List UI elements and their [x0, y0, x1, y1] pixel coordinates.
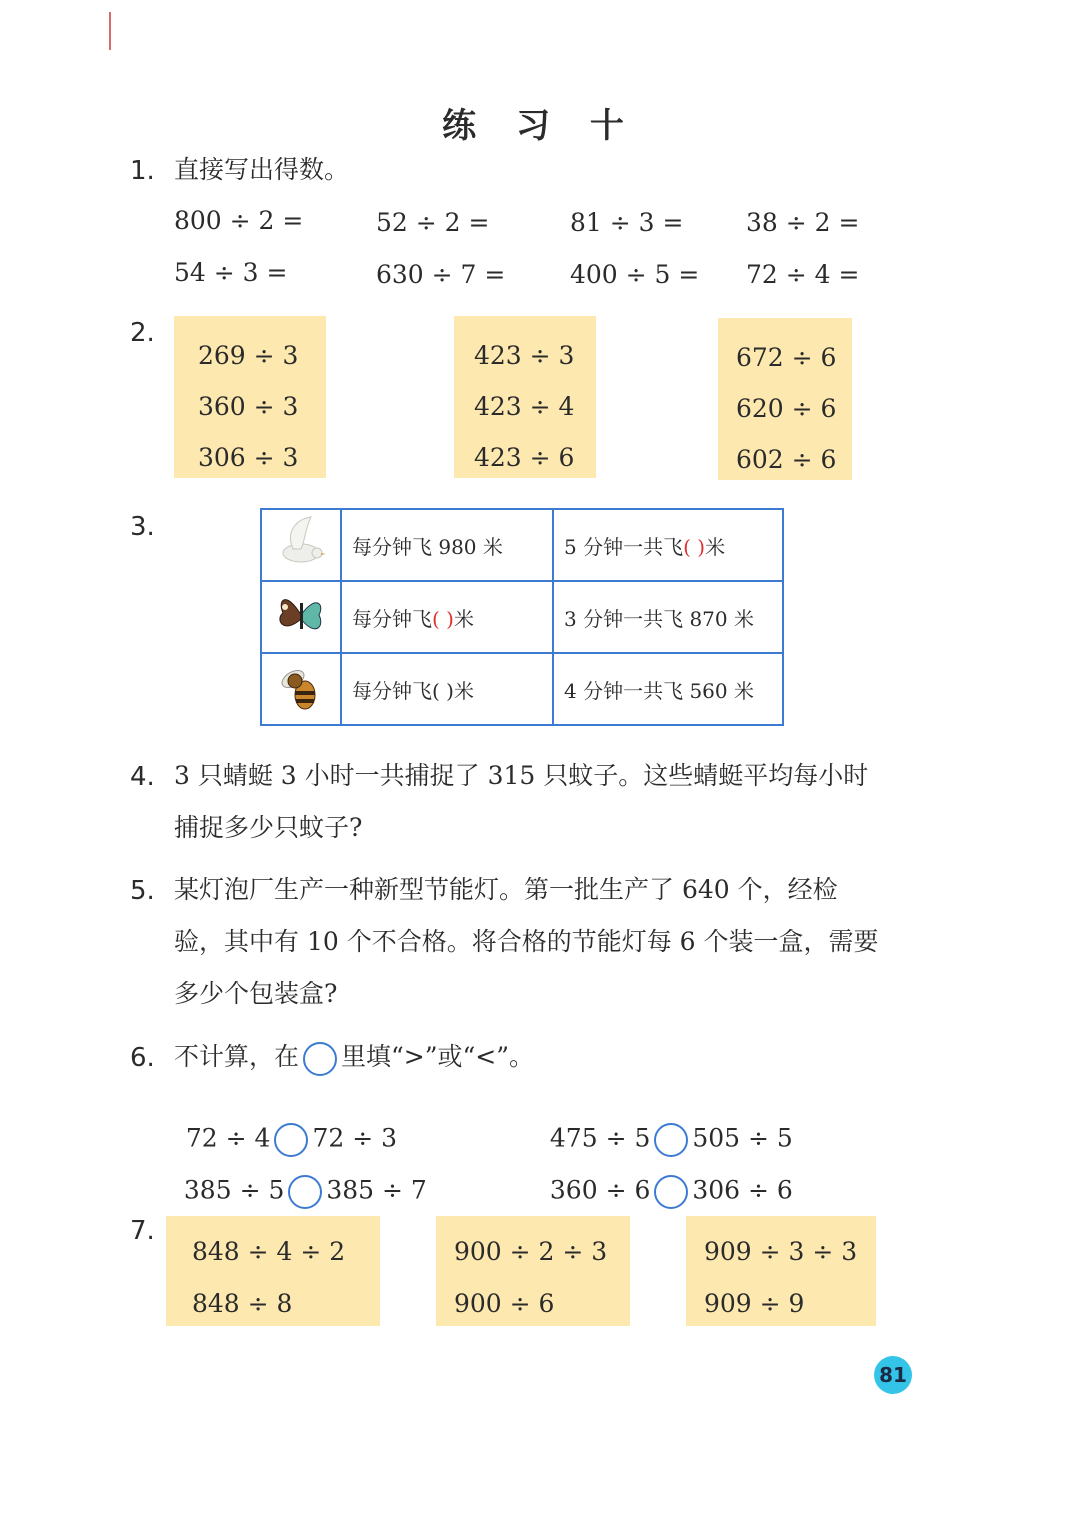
q1-expr: 630 ÷ 7 = — [376, 260, 506, 289]
compare-circle[interactable] — [654, 1175, 688, 1209]
q4-number: 4. — [130, 762, 155, 792]
page-title: 练 习 十 — [442, 106, 638, 146]
table-row — [261, 509, 783, 581]
bee-icon — [261, 653, 341, 725]
table-row — [261, 653, 783, 725]
q7-expr: 909 ÷ 3 ÷ 3 — [704, 1237, 858, 1266]
q2-box — [718, 318, 852, 480]
answer-blank[interactable]: ( ) — [432, 678, 454, 703]
left-expr: 360 ÷ 6 — [549, 1175, 651, 1205]
q2-expr: 672 ÷ 6 — [736, 343, 837, 372]
speed-text: 每分钟飞 — [352, 678, 432, 703]
compare-circle[interactable] — [288, 1175, 322, 1209]
q7-expr: 848 ÷ 8 — [192, 1289, 293, 1318]
q1-expr: 72 ÷ 4 = — [746, 260, 860, 289]
dove-icon — [261, 509, 341, 581]
q2-expr: 602 ÷ 6 — [736, 445, 837, 474]
q7-number: 7. — [130, 1216, 155, 1246]
total-unit: 米 — [705, 534, 726, 559]
q7-expr: 848 ÷ 4 ÷ 2 — [192, 1237, 346, 1266]
page-number: 81 — [874, 1356, 912, 1394]
q1-number: 1. — [130, 156, 155, 186]
total-text: 4 分钟一共飞 560 米 — [564, 678, 754, 703]
speed-cell — [341, 581, 553, 653]
margin-line — [109, 12, 111, 50]
total-cell — [553, 653, 783, 725]
q2-expr: 306 ÷ 3 — [198, 443, 299, 472]
q2-expr: 423 ÷ 4 — [474, 392, 575, 421]
q2-expr: 269 ÷ 3 — [198, 341, 299, 370]
q7-expr: 900 ÷ 6 — [454, 1289, 555, 1318]
butterfly-icon — [261, 581, 341, 653]
q1-expr: 38 ÷ 2 = — [746, 208, 860, 237]
q5-number: 5. — [130, 876, 155, 906]
left-expr: 475 ÷ 5 — [549, 1123, 651, 1153]
q1-expr: 81 ÷ 3 = — [570, 208, 684, 237]
q2-box — [454, 316, 596, 478]
total-cell — [553, 581, 783, 653]
q7-expr: 900 ÷ 2 ÷ 3 — [454, 1237, 608, 1266]
total-text: 3 分钟一共飞 870 米 — [564, 606, 754, 631]
left-expr: 385 ÷ 5 — [183, 1175, 285, 1205]
q6-compare — [168, 1146, 427, 1209]
q2-box — [174, 316, 326, 478]
speed-unit: 米 — [453, 606, 474, 631]
q1-text: 直接写出得数。 — [174, 155, 350, 184]
q7-box — [436, 1216, 630, 1326]
q6-text-pre: 不计算，在 — [174, 1042, 300, 1071]
speed-text: 每分钟飞 — [352, 606, 432, 631]
q7-box — [686, 1216, 876, 1326]
speed-cell — [341, 509, 553, 581]
left-expr: 72 ÷ 4 — [185, 1123, 271, 1153]
q2-expr: 360 ÷ 3 — [198, 392, 299, 421]
speed-cell — [341, 653, 553, 725]
q2-expr: 620 ÷ 6 — [736, 394, 837, 423]
q5-text: 某灯泡厂生产一种新型节能灯。第一批生产了 640 个，经检验，其中有 10 个不合格。将合格的节能灯每 6 个装一盒，需要多少个包装盒? — [174, 875, 879, 1008]
q1-expr: 52 ÷ 2 = — [376, 208, 490, 237]
circle-icon — [303, 1042, 337, 1076]
q2-expr: 423 ÷ 6 — [474, 443, 575, 472]
flight-table — [260, 508, 784, 726]
total-cell — [553, 509, 783, 581]
table-row — [261, 581, 783, 653]
right-expr: 385 ÷ 7 — [326, 1175, 427, 1205]
q6-instruction — [174, 1031, 894, 1083]
q6-text-post: 里填“>”或“<”。 — [341, 1042, 535, 1071]
q2-number: 2. — [130, 318, 155, 348]
answer-blank[interactable]: ( ) — [432, 606, 454, 631]
q6-number: 6. — [130, 1043, 155, 1073]
right-expr: 505 ÷ 5 — [692, 1123, 793, 1153]
speed-unit: 米 — [453, 678, 474, 703]
q1-expr: 800 ÷ 2 = — [174, 206, 304, 235]
right-expr: 306 ÷ 6 — [692, 1175, 793, 1205]
q3-number: 3. — [130, 512, 155, 542]
speed-text: 每分钟飞 980 米 — [352, 534, 503, 559]
q4-text: 3 只蜻蜓 3 小时一共捕捉了 315 只蚊子。这些蜻蜓平均每小时捕捉多少只蚊子? — [174, 761, 869, 842]
q7-expr: 909 ÷ 9 — [704, 1289, 805, 1318]
answer-blank[interactable]: ( ) — [683, 534, 706, 559]
q2-expr: 423 ÷ 3 — [474, 341, 575, 370]
q6-compare — [534, 1146, 793, 1209]
q1-expr: 400 ÷ 5 = — [570, 260, 700, 289]
q1-expr: 54 ÷ 3 = — [174, 258, 288, 287]
total-text: 5 分钟一共飞 — [564, 534, 684, 559]
right-expr: 72 ÷ 3 — [312, 1123, 398, 1153]
q7-box — [166, 1216, 380, 1326]
